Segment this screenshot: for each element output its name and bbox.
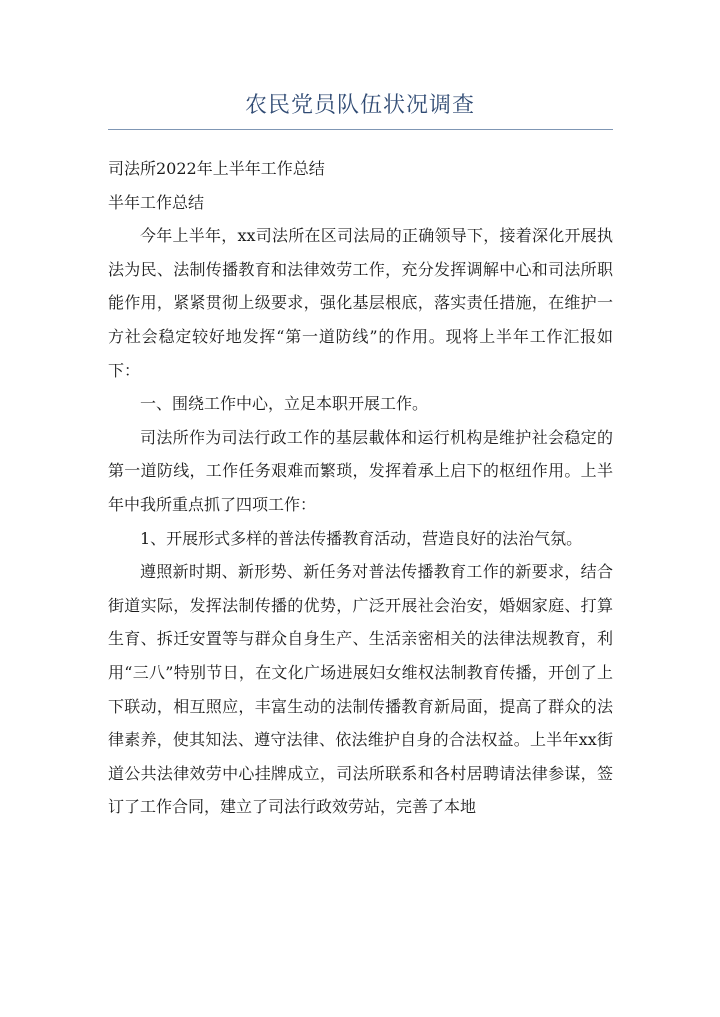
- title-divider: [108, 129, 613, 130]
- paragraph-heading: 司法所2022年上半年工作总结: [108, 159, 325, 178]
- paragraph-subheading: 半年工作总结: [108, 192, 205, 212]
- paragraph: 遵照新时期、新形势、新任务对普法传播教育工作的新要求，结合街道实际，发挥法制传播的优势，广泛开展社会治安，婚姻家庭、打算生育、拆迁安置等与群众自身生产、生活亲密相关的法律法规教育，利用“三八”特别节日，在文化广场进展妇女维权法制教育传播，开创了上下联动，相互照应，丰富生动的法制传播教育新局面，提高了群众的法律素养，使其知法、遵守法律、依法维护自身的合法权益。上半年xx街道公共法律效劳中心挂牌成立，司法所联系和各村居聘请法律参谋，签订了工作合同，建立了司法行政效劳站，完善了本地: [108, 562, 613, 817]
- paragraph-section-heading: 一、围绕工作中心，立足本职开展工作。: [140, 394, 429, 414]
- paragraph-item-heading: 1、开展形式多样的普法传播教育活动，营造良好的法治气氛。: [140, 528, 583, 548]
- document-title: 农民党员队伍状况调查: [244, 93, 475, 118]
- paragraph: 今年上半年，xx司法所在区司法局的正确领导下，接着深化开展执法为民、法制传播教育和法律效劳工作，充分发挥调解中心和司法所职能作用，紧紧贯彻上级要求，强化基层根底，落实责任措施，在维护一方社会稳定较好地发挥“第一道防线”的作用。现将上半年工作汇报如下：: [108, 226, 613, 380]
- paragraph: 司法所作为司法行政工作的基层載体和运行机构是维护社会稳定的第一道防线，工作任务艰难而繁琐，发挥着承上启下的枢纽作用。上半年中我所重点抓了四项工作：: [108, 427, 613, 514]
- document-body: [108, 152, 613, 824]
